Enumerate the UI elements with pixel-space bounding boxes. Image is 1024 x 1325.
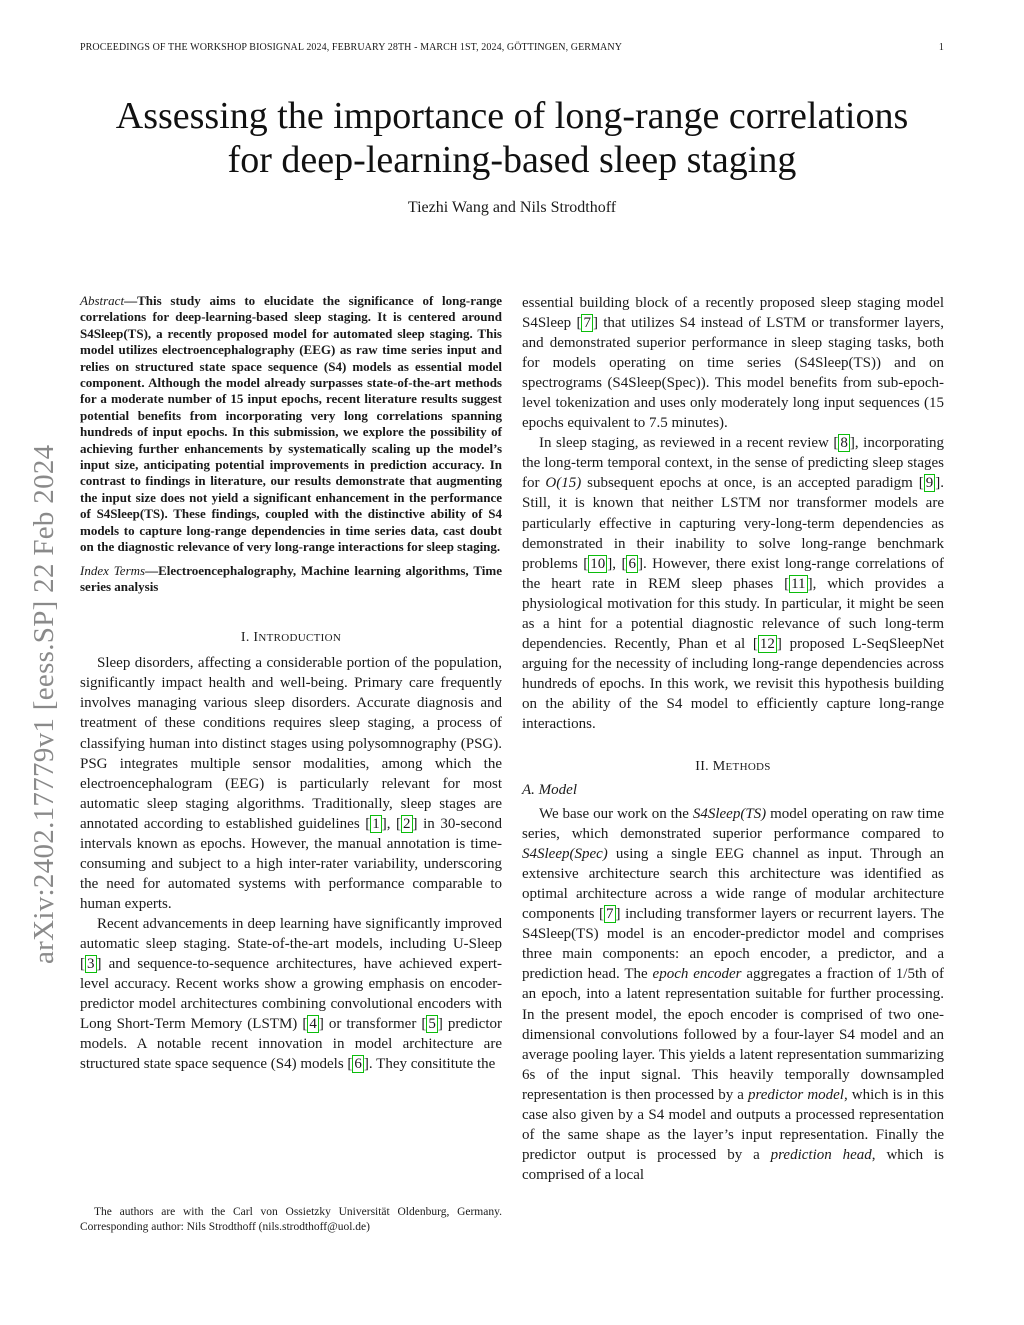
left-column bbox=[80, 293, 502, 1074]
math-expression: O(15) bbox=[545, 475, 582, 492]
index-terms-label: Index Terms bbox=[80, 562, 146, 578]
page-number: 1 bbox=[938, 42, 944, 53]
arxiv-watermark: arXiv:2402.17779v1 [eess.SP] 22 Feb 2024 bbox=[28, 444, 60, 964]
section-heading-introduction: I. INTRODUCTION bbox=[240, 630, 342, 646]
section-heading-methods: II. METHODS bbox=[695, 759, 771, 775]
intro-paragraph-4: In sleep staging, as reviewed in a recent review [ 8 ], incorporating the long-term temporal context, in the sense of predicting sleep stages for O(15) subsequent epochs at once, is an accepted paradigm [ 9 ]. Still, it is known that neither LSTM nor transformer models are particularly effective in capturing very-long-term dependencies as demonstrated in their inability to solve long-range benchmark problems [ 10 ], [ 6 ]. However, there exist long-range correlations of the heart rate in REM sleep phases [ 11 ], which provides a physiological motivation for this study. In particular, it might be seen as a hint for a potential diagnostic relevance of such long-term dependencies. Recently, Phan et al [ 12 ] proposed L-SeqSleepNet arguing for the necessity of including long-range dependencies across hundreds of epochs. In this work, we revisit this hypothesis building on the ability of the S4 model to efficiently capture long-range interactions. bbox=[522, 435, 944, 732]
authors: Tiezhi Wang and Nils Strodthoff bbox=[407, 199, 617, 216]
intro-paragraph-3: essential building block of a recently proposed sleep staging model S4Sleep [ 7 ] that utilizes S4 instead of LSTM or transformer layers, and demonstrated superior performance in sleep staging tasks, both for models operating on time series (S4Sleep(TS)) and on spectrograms (S4Sleep(Spec)). This model benefits from sub-epoch-level tokenization and uses only moderately long input sequences (15 epochs equivalent to 7.5 minutes). bbox=[522, 295, 944, 432]
title-line-2: for deep-learning-based sleep staging bbox=[227, 139, 797, 181]
conference-header: PROCEEDINGS OF THE WORKSHOP BIOSIGNAL 2024, FEBRUARY 28TH - MARCH 1ST, 2024, GÖTTINGEN, GERMANY bbox=[80, 42, 623, 53]
subsection-heading-model: A. Model bbox=[522, 782, 577, 799]
citation-link[interactable]: 5 bbox=[428, 1016, 436, 1033]
author-footnote: The authors are with the Carl von Ossietzky Universität Oldenburg, Germany. Corresponding author: Nils Strodthoff (nils.strodthoff@uol.de) bbox=[80, 1206, 502, 1233]
running-head bbox=[80, 42, 944, 56]
citation-link[interactable]: 12 bbox=[759, 635, 775, 652]
citation-link[interactable]: 3 bbox=[87, 956, 95, 973]
citation-link[interactable]: 4 bbox=[309, 1016, 317, 1033]
intro-paragraph-1: Sleep disorders, affecting a considerable portion of the population, significantly impact health and well-being. Primary care frequently involves managing various sleep disorders. Accurate diagnosis and treatment of these conditions requires sleep staging, a process of classifying human into distinct stages using polysomnography (PSG). PSG integrates multiple sensor modalities, among which the electroencephalogram (EEG) is particularly relevant for most automatic sleep staging algorithms. Traditionally, sleep stages are annotated according to established guidelines [ 1 ], [ 2 ] in 30-second intervals known as epochs. However, the manual annotation is time-consuming and subject to a high inter-rater variability, underscoring the need for automated systems with performance comparable to human experts. bbox=[80, 655, 502, 912]
citation-link[interactable]: 7 bbox=[583, 315, 591, 332]
paper-title bbox=[40, 94, 984, 182]
citation-link[interactable]: 10 bbox=[590, 555, 606, 572]
citation-link[interactable]: 11 bbox=[791, 575, 806, 592]
methods-paragraph-1: We base our work on the S4Sleep(TS) model operating on raw time series, which demonstrated superior performance compared to S4Sleep(Spec) using a single EEG channel as input. Through an extensive architecture search this architecture was identified as optimal architecture across a wide range of modular architecture components [ 7 ] including transformer layers or recurrent layers. The S4Sleep(TS) model is an encoder-predictor model and comprises three main components: an epoch encoder, a predictor, and a prediction head. The epoch encoder aggregates a fraction of 1/5th of an epoch, into a latent representation suitable for further processing. In the present model, the epoch encoder is comprised of two one-dimensional convolutions followed by a four-layer S4 model and an average pooling layer. This yields a latent representation summarizing 6s of the input signal. This heavily temporally downsampled representation is then processed by a predictor model, which is in this case also given by a S4 model and outputs a processed representation of the same shape as the layer’s input representation. Finally the predictor output is processed by a prediction head, which is comprised of a local bbox=[522, 806, 944, 1183]
intro-paragraph-2: Recent advancements in deep learning have significantly improved automatic sleep staging. State-of-the-art models, including U-Sleep [ 3 ] and sequence-to-sequence architectures, have achieved expert-level accuracy. Recent works show a growing emphasis on encoder-predictor model architectures combining convolutional encoders with Long Short-Term Memory (LSTM) [ 4 ] or transformer [ 5 ] predictor models. A notable recent innovation in model architecture are structured state space sequence (S4) models [ 6 ]. They consititute the bbox=[80, 915, 502, 1073]
citation-link[interactable]: 6 bbox=[354, 1056, 362, 1073]
right-column bbox=[522, 293, 944, 1185]
abstract-label: Abstract bbox=[80, 293, 125, 308]
abstract bbox=[80, 293, 502, 556]
abstract-text: —This study aims to elucidate the significance of long-range correlations for deep-learning-based sleep staging. It is centered around S4Sleep(TS), a recently proposed model for automated sleep staging. This model utilizes electroencephalography (EEG) as raw time series input and relies on structured state space sequence (S4) models as essential model component. Although the model already surpasses state-of-the-art methods for a moderate number of 15 input epochs, recent literature results suggest potential benefits from incorporating very long correlations spanning hundreds of input epochs. In this submission, we explore the possibility of achieving further enhancements by systematically scaling up the model’s input size, anticipating potential improvements in prediction accuracy. In contrast to findings in literature, our results demonstrate that augmenting the input size does not yield a significant enhancement in the performance of S4Sleep(TS). These findings, coupled with the distinctive ability of S4 models to capture long-range dependencies in time series data, cast doubt on the diagnostic relevance of very long-range interactions for sleep staging. bbox=[80, 293, 502, 555]
index-terms bbox=[80, 563, 502, 596]
title-line-1: Assessing the importance of long-range correlations bbox=[115, 95, 909, 137]
citation-link[interactable]: 7 bbox=[606, 906, 614, 923]
citation-link[interactable]: 6 bbox=[628, 555, 636, 572]
citation-link[interactable]: 1 bbox=[372, 815, 380, 832]
index-terms-text: —Electroencephalography, Machine learning algorithms, Time series analysis bbox=[80, 562, 502, 594]
citation-link[interactable]: 8 bbox=[840, 435, 848, 452]
citation-link[interactable]: 2 bbox=[403, 815, 411, 832]
citation-link[interactable]: 9 bbox=[925, 475, 934, 492]
